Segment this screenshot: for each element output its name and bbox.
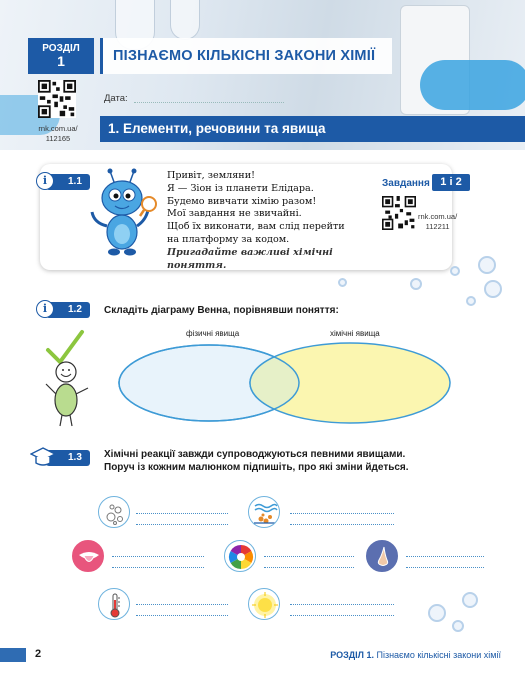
answer-line[interactable] xyxy=(112,567,204,568)
footer-running-title xyxy=(330,650,501,660)
footer-section-number: 1. xyxy=(366,650,374,660)
task-1-1-text xyxy=(167,170,382,272)
venn-diagram xyxy=(116,340,456,426)
task-1-2-instruction: Складіть діаграму Венна, порівнявши поняття: xyxy=(104,305,339,316)
date-label: Дата: xyxy=(104,93,128,104)
bubble-decoration xyxy=(450,266,460,276)
answer-line[interactable] xyxy=(264,556,354,557)
task-1-3-line: Хімічні реакції завжди супроводжуються певними явищами. xyxy=(104,449,406,460)
answer-line[interactable] xyxy=(406,567,484,568)
date-input-line[interactable] xyxy=(134,102,284,103)
page-number: 2 xyxy=(35,648,42,660)
greeting-line: Будемо вивчати хімію разом! xyxy=(167,195,317,207)
answer-line[interactable] xyxy=(290,524,394,525)
qr-code-icon[interactable] xyxy=(382,196,416,230)
qr-caption xyxy=(418,212,457,232)
answer-line[interactable] xyxy=(136,615,228,616)
qr-code-icon[interactable] xyxy=(38,80,76,118)
bubbles-icon xyxy=(98,496,130,528)
tasks-label: Завдання xyxy=(382,178,430,189)
chapter-title-bar xyxy=(100,38,392,74)
answer-line[interactable] xyxy=(290,604,394,605)
bubble-decoration xyxy=(428,604,446,622)
thermometer-icon xyxy=(98,588,130,620)
answer-line[interactable] xyxy=(406,556,484,557)
answer-line[interactable] xyxy=(290,615,394,616)
alien-mascot-icon xyxy=(84,168,162,260)
task-1-3-instruction xyxy=(104,448,409,474)
task-number: 1.2 xyxy=(68,304,82,315)
flask-decoration xyxy=(170,0,200,40)
bubble-decoration xyxy=(410,278,422,290)
nose-icon xyxy=(366,540,398,572)
chapter-title: ПІЗНАЄМО КІЛЬКІСНІ ЗАКОНИ ХІМІЇ xyxy=(113,48,376,64)
bubble-decoration xyxy=(462,592,478,608)
footer-accent xyxy=(0,648,26,662)
precipitate-icon xyxy=(248,496,280,528)
answer-line[interactable] xyxy=(264,567,354,568)
greeting-italic-line: Пригадайте важливі хімічні поняття. xyxy=(167,246,333,271)
section-label: РОЗДІЛ xyxy=(42,43,80,54)
task-number: 1.3 xyxy=(68,452,82,463)
section-heading: 1. Елементи, речовини та явища xyxy=(108,121,326,136)
venn-right-label: хімічні явища xyxy=(330,329,380,338)
answer-line[interactable] xyxy=(290,513,394,514)
greeting-line: Привіт, земляни! xyxy=(167,170,255,181)
color-wheel-icon xyxy=(224,540,256,572)
answer-line[interactable] xyxy=(136,513,228,514)
bubble-decoration xyxy=(338,278,347,287)
answer-line[interactable] xyxy=(136,604,228,605)
qr-caption xyxy=(28,124,88,144)
graduation-cap-icon xyxy=(30,446,56,468)
info-icon: i xyxy=(36,172,54,190)
section-badge xyxy=(28,38,94,74)
bubble-decoration xyxy=(484,280,502,298)
answer-line[interactable] xyxy=(136,524,228,525)
footer-section-title: Пізнаємо кількісні закони хімії xyxy=(376,650,501,660)
info-icon: i xyxy=(36,300,54,318)
tasks-numbers: 1 і 2 xyxy=(432,174,470,191)
greeting-line: на платформу за кодом. xyxy=(167,233,290,245)
answer-line[interactable] xyxy=(112,556,204,557)
bubble-decoration xyxy=(466,296,476,306)
section-number: 1 xyxy=(57,53,65,69)
venn-left-label: фізичні явища xyxy=(186,329,240,338)
bubble-decoration xyxy=(478,256,496,274)
qr-caption-code: 112211 xyxy=(425,222,450,231)
qr-caption-code: 112165 xyxy=(45,134,71,143)
bubble-decoration xyxy=(452,620,464,632)
footer-section-prefix: РОЗДІЛ xyxy=(330,650,364,660)
qr-caption-site: rnk.com.ua/ xyxy=(418,212,458,221)
glove-decoration xyxy=(420,60,525,110)
greeting-line: Я — Зіон із планети Елідара. xyxy=(167,182,314,194)
task-1-3-line: Поруч із кожним малюнком підпишіть, про які зміни йдеться. xyxy=(104,462,409,473)
stick-figure-checkmark-icon xyxy=(42,328,100,428)
tongue-icon xyxy=(72,540,104,572)
greeting-line: Щоб їх виконати, вам слід перейти xyxy=(167,221,345,233)
task-number: 1.1 xyxy=(68,176,82,187)
qr-caption-site: rnk.com.ua/ xyxy=(38,124,78,133)
section-heading-bar xyxy=(100,116,525,142)
light-icon xyxy=(248,588,280,620)
greeting-line: Мої завдання не звичайні. xyxy=(167,208,302,220)
